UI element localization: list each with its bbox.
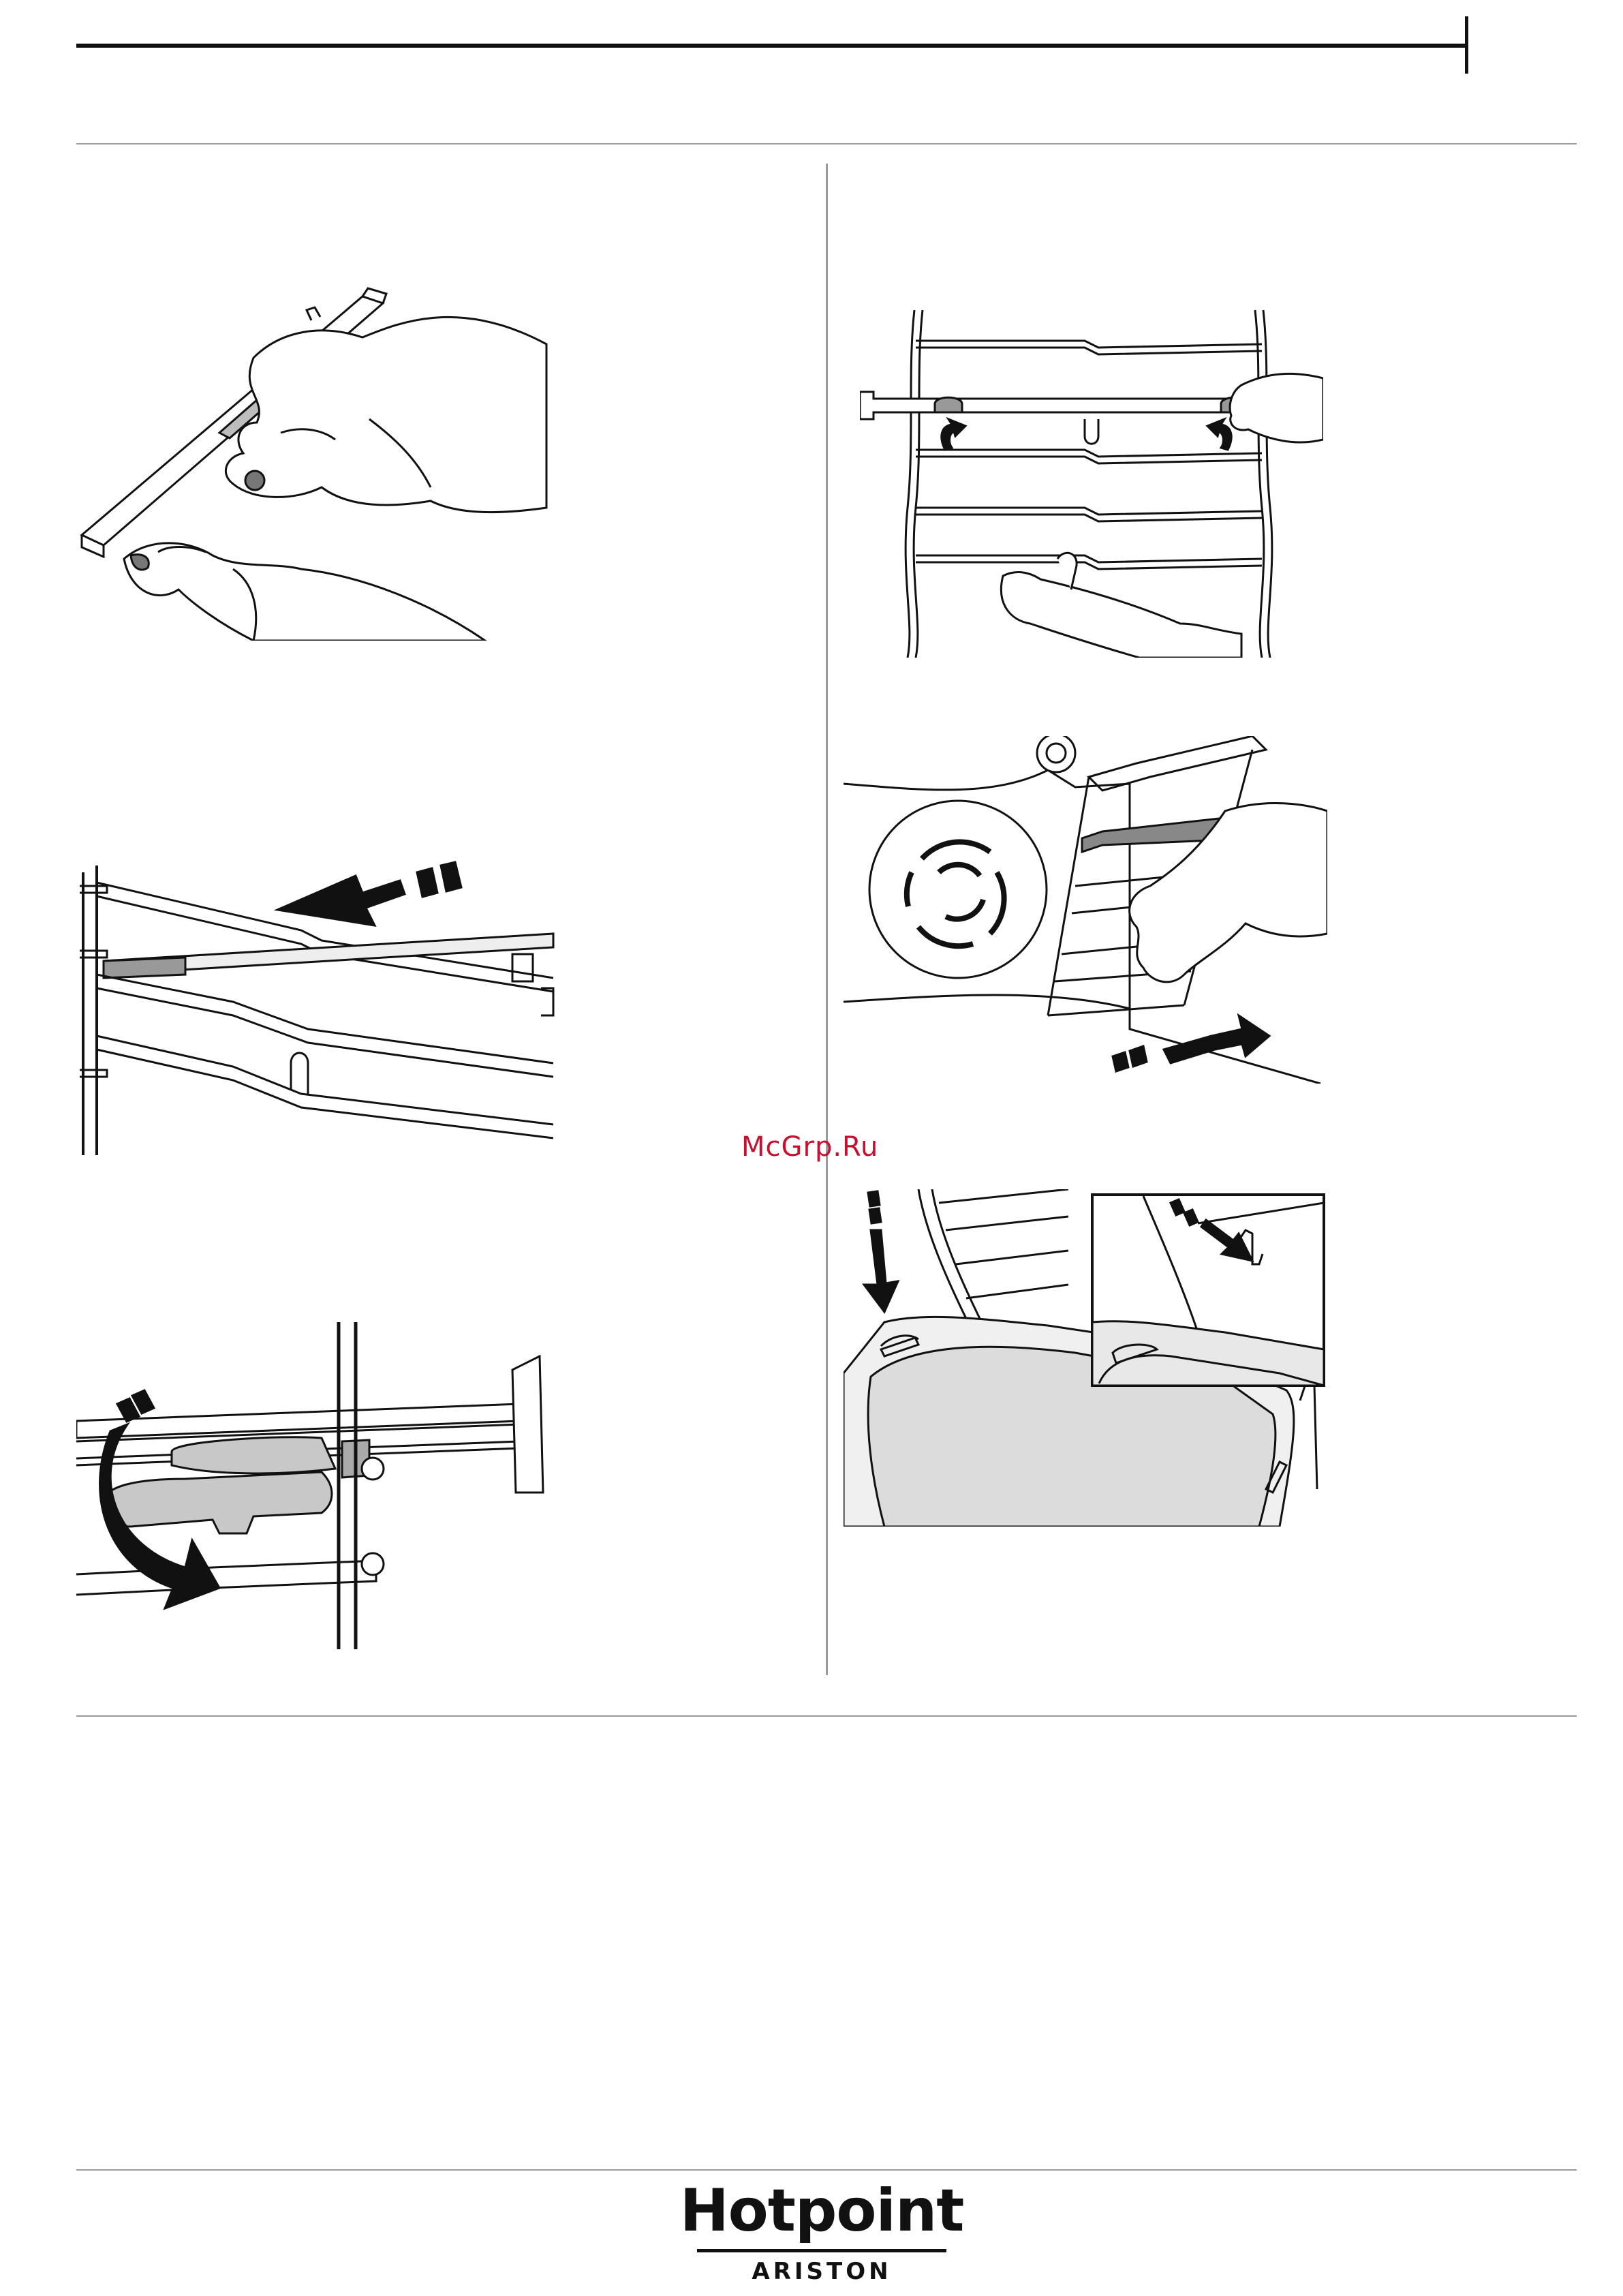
- brand-underline: [697, 2249, 946, 2252]
- rack-release-illustration: [860, 303, 1323, 658]
- brand-name: Hotpoint: [679, 2177, 964, 2245]
- header-rule-tick: [1465, 16, 1468, 74]
- rail-latch-illustration: [76, 1322, 553, 1649]
- footer-divider: [76, 2169, 1577, 2171]
- figure-rail-latch-rotate: [76, 1322, 553, 1649]
- header-divider: [76, 143, 1577, 144]
- side-rack-illustration: [844, 736, 1327, 1084]
- section-divider: [76, 1715, 1577, 1717]
- watermark-text: McGrp.Ru: [741, 1131, 879, 1163]
- figure-tray-insert-detail: [844, 1189, 1327, 1527]
- figure-rail-insert-arrow: [76, 845, 560, 1155]
- column-divider: [826, 164, 828, 1675]
- figure-telescopic-rail-clip: [76, 283, 553, 641]
- header-rule: [76, 44, 1468, 48]
- rail-clip-illustration: [76, 283, 553, 641]
- tray-insert-illustration: [844, 1189, 1327, 1527]
- figure-side-rack-tilt-out: [844, 736, 1327, 1084]
- brand-logo: [679, 2178, 965, 2294]
- figure-rack-hands-release: [860, 303, 1323, 658]
- brand-subname: ARISTON: [752, 2258, 892, 2285]
- rail-insert-illustration: [76, 845, 560, 1155]
